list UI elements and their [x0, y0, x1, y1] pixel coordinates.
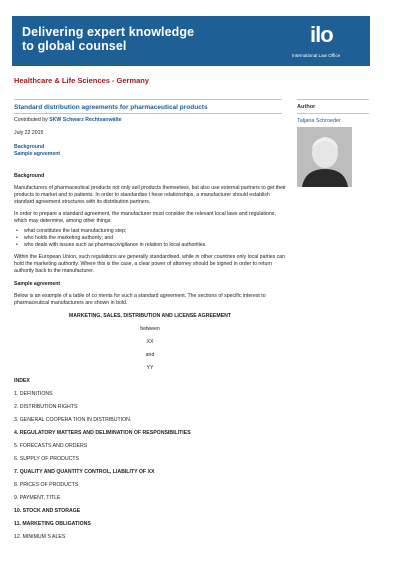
- list-item: • who holds the marketing authority; and: [24, 235, 286, 242]
- index-item: 6. SUPPLY OF PRODUCTS: [14, 456, 79, 462]
- index-item: 12. MINIMUM S ALES: [14, 534, 66, 540]
- logo-mark: ilo: [310, 22, 333, 47]
- agreement-between: between: [140, 326, 160, 332]
- divider: [14, 113, 282, 114]
- list-item: • what constitutes the last manufacturing step;: [24, 228, 286, 235]
- agreement-and: and: [145, 352, 155, 358]
- index-item: 2. DISTRIBUTION RIGHTS: [14, 404, 78, 410]
- author-heading: Author: [297, 104, 316, 110]
- author-name-link[interactable]: Tatjana Schroeder: [297, 118, 341, 124]
- bullet-list: [14, 228, 286, 249]
- tagline-line-1: Delivering expert knowledge: [22, 25, 195, 39]
- background-heading: Background: [14, 173, 45, 179]
- agreement-party: XX: [146, 339, 154, 345]
- agreement-party: YY: [146, 365, 154, 371]
- author-photo: [297, 127, 352, 187]
- index-item: 10. STOCK AND STORAGE: [14, 508, 81, 514]
- agreement-title: MARKETING, SALES, DISTRIBUTION AND LICENSE AGREEMENT: [68, 313, 232, 319]
- index-item: 7. QUALITY AND QUANTITY CONTROL, LIABILITY OF XX: [14, 469, 155, 475]
- list-item: • who deals with issues such as pharmacovigilance in relation to local authorities.: [24, 242, 286, 249]
- author-portrait-icon: [297, 127, 352, 187]
- index-item: 9. PAYMENT, TITLE: [14, 495, 61, 501]
- index-item: 5. FORECASTS AND ORDERS: [14, 443, 88, 449]
- paragraph: Below is an example of a table of co ntents for such a standard agreement. The sections of specific interest to pharmaceutical manufacturers are shown in bold.: [14, 293, 266, 306]
- article-body: [14, 173, 286, 541]
- divider: [14, 99, 282, 100]
- paragraph: Within the European Union, such regulations are generally standardised, while in other countries only local parties can hold the marketing authority. Where this is the case, a clear power of attorney should be signed in order to return authority back to the manufacturer.: [14, 254, 286, 274]
- index-item: 1. DEFINITIONS: [14, 391, 53, 397]
- ilo-logo[interactable]: [292, 20, 362, 64]
- paragraph: In order to prepare a standard agreement, the manufacturer must consider the relevant local laws and regulations, which may determine, among other things:: [14, 211, 276, 224]
- firm-link[interactable]: SKW Schwarz Rechtsanwälte: [49, 117, 122, 123]
- banner-tagline: [22, 25, 194, 53]
- index-item: 8. PRICES OF PRODUCTS: [14, 482, 79, 488]
- contributed-line: [14, 117, 286, 124]
- contributed-label: Contributed by: [14, 117, 48, 123]
- section-title[interactable]: Healthcare & Life Sciences - Germany: [14, 76, 150, 85]
- toc-link-sample-agreement[interactable]: Sample agreement: [14, 151, 61, 157]
- index-item: 4. REGULATORY MATTERS AND DELIMINATION OF RESPONSIBILITIES: [14, 430, 191, 436]
- header-banner: [12, 16, 370, 66]
- logo-name: International Law Office: [292, 53, 341, 58]
- tagline-line-2: to global counsel: [22, 39, 127, 53]
- sidebar-divider: [297, 113, 369, 114]
- index-item: 11. MARKETING OBLIGATIONS: [14, 521, 91, 527]
- toc-link-background[interactable]: Background: [14, 144, 45, 150]
- sample-heading: Sample agreement: [14, 281, 61, 287]
- index-list: [14, 391, 286, 541]
- article-meta: [14, 117, 286, 158]
- article-date: July 22 2015: [14, 130, 44, 136]
- sidebar-divider: [297, 99, 369, 100]
- article-title: Standard distribution agreements for pharmaceutical products: [14, 104, 208, 111]
- index-item: 3. GENERAL COOPERA TION IN DISTRIBUTION.: [14, 417, 132, 423]
- index-heading: INDEX: [14, 378, 30, 384]
- paragraph: Manufacturers of pharmaceutical products not only sell products themselves, but also use external partners to get their products to market and to patients. In order to standardise t hese relationships, a manufacturer should establish standard agreement structures with its distribution partners.: [14, 185, 286, 205]
